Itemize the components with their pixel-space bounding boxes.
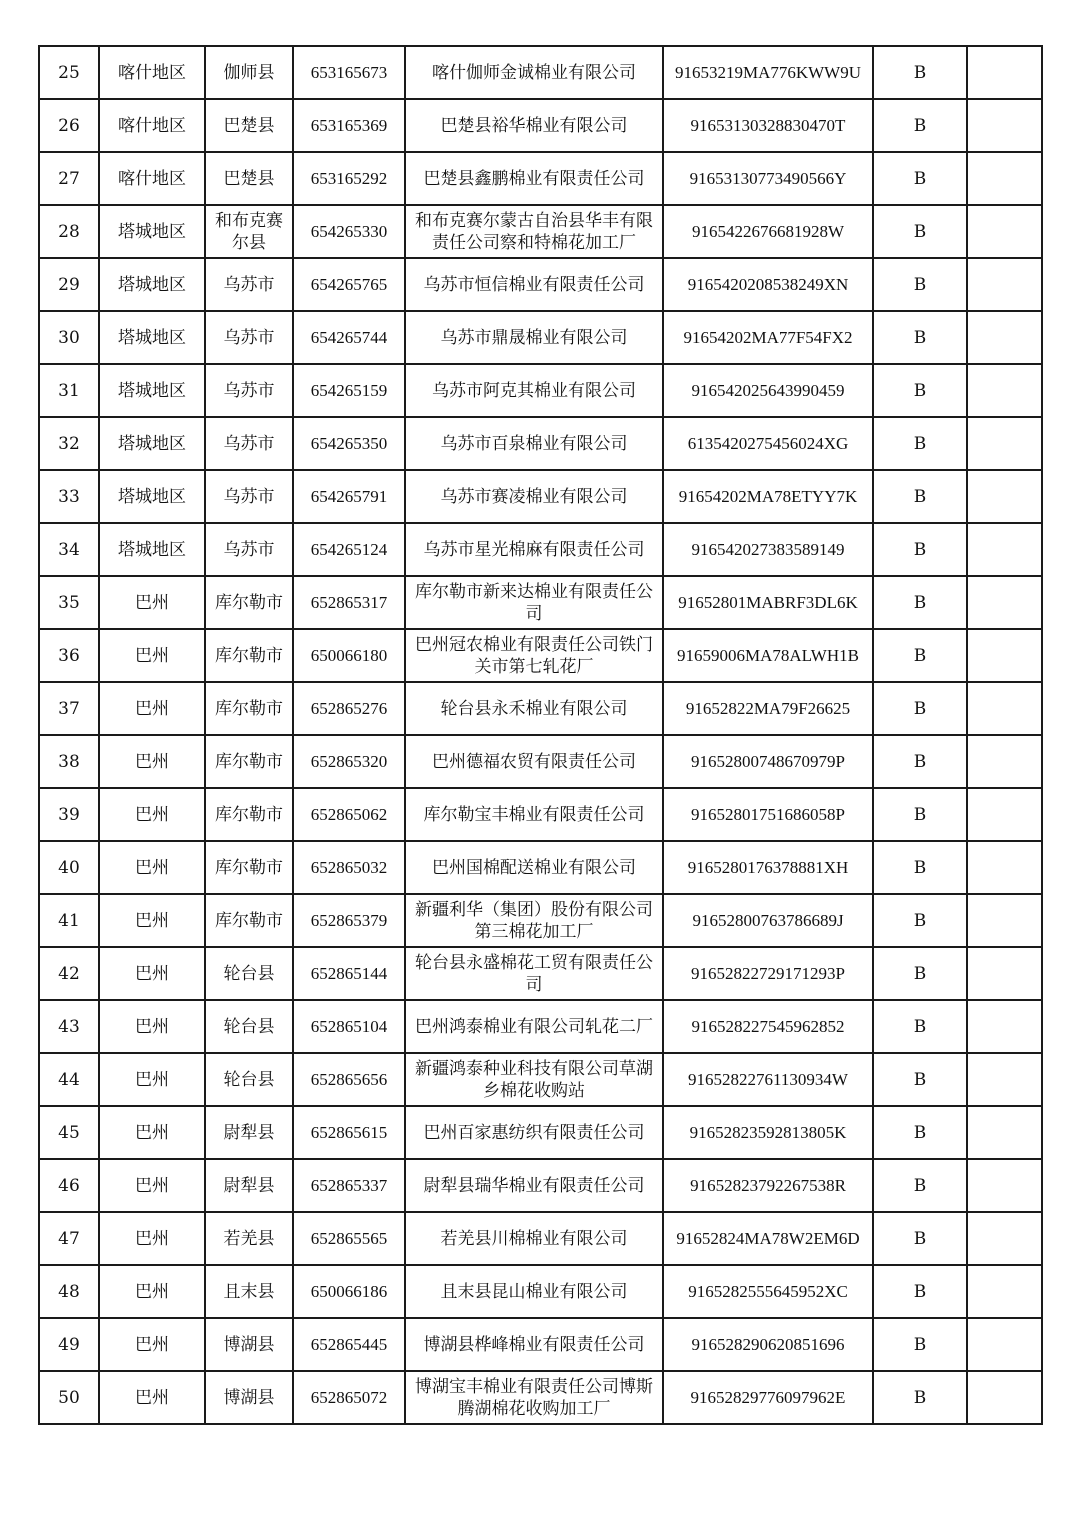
- enterprise-code-cell: 652865656: [293, 1053, 405, 1106]
- enterprise-code-cell: 652865320: [293, 735, 405, 788]
- grade-cell: B: [873, 841, 967, 894]
- enterprise-code-cell: 654265791: [293, 470, 405, 523]
- grade-cell: B: [873, 1106, 967, 1159]
- enterprise-code-cell: 654265330: [293, 205, 405, 258]
- credit-code-cell: 91652801751686058P: [663, 788, 873, 841]
- credit-code-cell: 91652801MABRF3DL6K: [663, 576, 873, 629]
- region-cell: 巴州: [99, 1318, 205, 1371]
- grade-cell: B: [873, 735, 967, 788]
- note-cell: [967, 841, 1042, 894]
- note-cell: [967, 99, 1042, 152]
- credit-code-cell: 91653130328830470T: [663, 99, 873, 152]
- table-row: [39, 523, 1042, 576]
- region-cell: 塔城地区: [99, 311, 205, 364]
- county-cell: 库尔勒市: [205, 576, 293, 629]
- credit-code-cell: 916528017637888​1XH: [663, 841, 873, 894]
- credit-code-cell: 91653219MA776KWW9U: [663, 46, 873, 99]
- table-row: [39, 629, 1042, 682]
- county-cell: 伽师县: [205, 46, 293, 99]
- credit-code-cell: 916528255564595​2XC: [663, 1265, 873, 1318]
- grade-cell: B: [873, 470, 967, 523]
- note-cell: [967, 311, 1042, 364]
- company-name-cell: 乌苏市星光棉麻有限责任公司: [405, 523, 663, 576]
- credit-code-cell: 91654226766819​28W: [663, 205, 873, 258]
- credit-code-cell: 91652823792267538R: [663, 1159, 873, 1212]
- region-cell: 塔城地区: [99, 523, 205, 576]
- company-name-cell: 乌苏市鼎晟棉业有限公司: [405, 311, 663, 364]
- credit-code-cell: 613542027545602​4XG: [663, 417, 873, 470]
- credit-code-cell: 91654202MA77F54FX2: [663, 311, 873, 364]
- county-cell: 博湖县: [205, 1318, 293, 1371]
- note-cell: [967, 576, 1042, 629]
- county-cell: 库尔勒市: [205, 735, 293, 788]
- grade-cell: B: [873, 1371, 967, 1424]
- region-cell: 巴州: [99, 1000, 205, 1053]
- table-row: [39, 735, 1042, 788]
- county-cell: 乌苏市: [205, 470, 293, 523]
- credit-code-cell: 91652800763786689J: [663, 894, 873, 947]
- note-cell: [967, 629, 1042, 682]
- credit-code-cell: 91659006MA78ALWH1B: [663, 629, 873, 682]
- enterprise-code-cell: 652865337: [293, 1159, 405, 1212]
- company-name-cell: 尉犁县瑞华棉业有限责任公司: [405, 1159, 663, 1212]
- company-name-cell: 库尔勒市新来达棉业有限责任公司: [405, 576, 663, 629]
- credit-code-cell: 91652822MA79F26625: [663, 682, 873, 735]
- enterprise-code-cell: 653165673: [293, 46, 405, 99]
- table-row: [39, 894, 1042, 947]
- credit-code-cell: 916542020853824​9XN: [663, 258, 873, 311]
- table-row: [39, 364, 1042, 417]
- grade-cell: B: [873, 152, 967, 205]
- county-cell: 博湖县: [205, 1371, 293, 1424]
- row-number: 46: [39, 1159, 99, 1212]
- company-name-cell: 新疆利华（集团）股份有限公司第三棉花加工厂: [405, 894, 663, 947]
- row-number: 43: [39, 1000, 99, 1053]
- credit-code-cell: 91652800748670979P: [663, 735, 873, 788]
- grade-cell: B: [873, 99, 967, 152]
- company-name-cell: 轮台县永禾棉业有限公司: [405, 682, 663, 735]
- row-number: 28: [39, 205, 99, 258]
- company-name-cell: 乌苏市赛凌棉业有限公司: [405, 470, 663, 523]
- credit-code-cell: 91652824MA78W2EM6D: [663, 1212, 873, 1265]
- region-cell: 巴州: [99, 1159, 205, 1212]
- row-number: 47: [39, 1212, 99, 1265]
- credit-code-cell: 91652822729171293P: [663, 947, 873, 1000]
- enterprise-code-cell: 652865565: [293, 1212, 405, 1265]
- company-name-cell: 巴州国棉配送棉业有限公司: [405, 841, 663, 894]
- table-row: [39, 1159, 1042, 1212]
- company-name-cell: 博湖宝丰棉业有限责任公司博斯腾湖棉花收购加工厂: [405, 1371, 663, 1424]
- enterprise-code-cell: 654265350: [293, 417, 405, 470]
- enterprise-code-cell: 653165292: [293, 152, 405, 205]
- table-row: [39, 1371, 1042, 1424]
- table-row: [39, 205, 1042, 258]
- enterprise-code-cell: 652865615: [293, 1106, 405, 1159]
- county-cell: 轮台县: [205, 947, 293, 1000]
- table-row: [39, 1265, 1042, 1318]
- note-cell: [967, 894, 1042, 947]
- grade-cell: B: [873, 258, 967, 311]
- table-row: [39, 1000, 1042, 1053]
- row-number: 32: [39, 417, 99, 470]
- row-number: 30: [39, 311, 99, 364]
- enterprise-code-cell: 653165369: [293, 99, 405, 152]
- credit-code-cell: 916542025643990459: [663, 364, 873, 417]
- company-name-cell: 乌苏市阿克其棉业有限公司: [405, 364, 663, 417]
- table-row: [39, 152, 1042, 205]
- grade-cell: B: [873, 1159, 967, 1212]
- enterprise-code-cell: 652865062: [293, 788, 405, 841]
- table-row: [39, 1318, 1042, 1371]
- enterprise-code-cell: 654265765: [293, 258, 405, 311]
- credit-code-cell: 91652829776097962E: [663, 1371, 873, 1424]
- enterprise-code-cell: 654265159: [293, 364, 405, 417]
- table-row: [39, 99, 1042, 152]
- company-name-cell: 巴州德福农贸有限责任公司: [405, 735, 663, 788]
- company-name-cell: 巴州冠农棉业有限责任公司铁门关市第七轧花厂: [405, 629, 663, 682]
- county-cell: 巴楚县: [205, 99, 293, 152]
- company-name-cell: 库尔勒宝丰棉业有限责任公司: [405, 788, 663, 841]
- region-cell: 塔城地区: [99, 205, 205, 258]
- company-name-cell: 和布克赛尔蒙古自治县华丰有限责任公司察和特棉花加工厂: [405, 205, 663, 258]
- note-cell: [967, 1053, 1042, 1106]
- enterprise-list-table: [38, 45, 1043, 1425]
- row-number: 27: [39, 152, 99, 205]
- row-number: 40: [39, 841, 99, 894]
- county-cell: 尉犁县: [205, 1106, 293, 1159]
- credit-code-cell: 91653130773490566Y: [663, 152, 873, 205]
- row-number: 29: [39, 258, 99, 311]
- table-body: [39, 46, 1042, 1424]
- row-number: 35: [39, 576, 99, 629]
- county-cell: 轮台县: [205, 1000, 293, 1053]
- region-cell: 喀什地区: [99, 99, 205, 152]
- note-cell: [967, 1265, 1042, 1318]
- credit-code-cell: 91652823592813805K: [663, 1106, 873, 1159]
- enterprise-code-cell: 650066180: [293, 629, 405, 682]
- company-name-cell: 巴楚县鑫鹏棉业有限责任公司: [405, 152, 663, 205]
- enterprise-code-cell: 654265744: [293, 311, 405, 364]
- row-number: 25: [39, 46, 99, 99]
- row-number: 42: [39, 947, 99, 1000]
- grade-cell: B: [873, 947, 967, 1000]
- note-cell: [967, 1212, 1042, 1265]
- company-name-cell: 博湖县桦峰棉业有限责任公司: [405, 1318, 663, 1371]
- county-cell: 和布克赛尔县: [205, 205, 293, 258]
- region-cell: 巴州: [99, 1371, 205, 1424]
- note-cell: [967, 1371, 1042, 1424]
- company-name-cell: 乌苏市百泉棉业有限公司: [405, 417, 663, 470]
- enterprise-code-cell: 650066186: [293, 1265, 405, 1318]
- table-row: [39, 788, 1042, 841]
- table-row: [39, 947, 1042, 1000]
- company-name-cell: 乌苏市恒信棉业有限责任公司: [405, 258, 663, 311]
- grade-cell: B: [873, 576, 967, 629]
- table-row: [39, 258, 1042, 311]
- grade-cell: B: [873, 205, 967, 258]
- row-number: 39: [39, 788, 99, 841]
- county-cell: 尉犁县: [205, 1159, 293, 1212]
- row-number: 50: [39, 1371, 99, 1424]
- grade-cell: B: [873, 629, 967, 682]
- note-cell: [967, 1000, 1042, 1053]
- note-cell: [967, 46, 1042, 99]
- note-cell: [967, 470, 1042, 523]
- enterprise-code-cell: 652865104: [293, 1000, 405, 1053]
- row-number: 37: [39, 682, 99, 735]
- grade-cell: B: [873, 1265, 967, 1318]
- county-cell: 库尔勒市: [205, 788, 293, 841]
- region-cell: 巴州: [99, 1265, 205, 1318]
- region-cell: 喀什地区: [99, 152, 205, 205]
- region-cell: 塔城地区: [99, 258, 205, 311]
- company-name-cell: 巴楚县裕华棉业有限公司: [405, 99, 663, 152]
- note-cell: [967, 788, 1042, 841]
- credit-code-cell: 916528227545962852: [663, 1000, 873, 1053]
- table-row: [39, 576, 1042, 629]
- grade-cell: B: [873, 1318, 967, 1371]
- region-cell: 巴州: [99, 841, 205, 894]
- region-cell: 巴州: [99, 682, 205, 735]
- county-cell: 库尔勒市: [205, 894, 293, 947]
- note-cell: [967, 1318, 1042, 1371]
- enterprise-code-cell: 652865144: [293, 947, 405, 1000]
- region-cell: 巴州: [99, 1053, 205, 1106]
- county-cell: 乌苏市: [205, 258, 293, 311]
- region-cell: 巴州: [99, 1212, 205, 1265]
- county-cell: 巴楚县: [205, 152, 293, 205]
- grade-cell: B: [873, 364, 967, 417]
- note-cell: [967, 947, 1042, 1000]
- county-cell: 乌苏市: [205, 311, 293, 364]
- grade-cell: B: [873, 1212, 967, 1265]
- company-name-cell: 新疆鸿泰种业科技有限公司草湖乡棉花收购站: [405, 1053, 663, 1106]
- company-name-cell: 巴州百家惠纺织有限责任公司: [405, 1106, 663, 1159]
- region-cell: 塔城地区: [99, 417, 205, 470]
- grade-cell: B: [873, 311, 967, 364]
- enterprise-code-cell: 652865379: [293, 894, 405, 947]
- region-cell: 巴州: [99, 629, 205, 682]
- table-row: [39, 841, 1042, 894]
- row-number: 36: [39, 629, 99, 682]
- region-cell: 塔城地区: [99, 470, 205, 523]
- table-row: [39, 1053, 1042, 1106]
- credit-code-cell: 916542027383589149: [663, 523, 873, 576]
- table-row: [39, 470, 1042, 523]
- credit-code-cell: 91654202MA78ETYY7K: [663, 470, 873, 523]
- row-number: 44: [39, 1053, 99, 1106]
- credit-code-cell: 91652822761130934W: [663, 1053, 873, 1106]
- row-number: 38: [39, 735, 99, 788]
- table-row: [39, 46, 1042, 99]
- enterprise-code-cell: 654265124: [293, 523, 405, 576]
- row-number: 48: [39, 1265, 99, 1318]
- region-cell: 巴州: [99, 576, 205, 629]
- note-cell: [967, 523, 1042, 576]
- company-name-cell: 轮台县永盛棉花工贸有限责任公司: [405, 947, 663, 1000]
- grade-cell: B: [873, 1000, 967, 1053]
- grade-cell: B: [873, 894, 967, 947]
- row-number: 49: [39, 1318, 99, 1371]
- county-cell: 且末县: [205, 1265, 293, 1318]
- grade-cell: B: [873, 788, 967, 841]
- note-cell: [967, 205, 1042, 258]
- county-cell: 乌苏市: [205, 364, 293, 417]
- note-cell: [967, 682, 1042, 735]
- county-cell: 乌苏市: [205, 523, 293, 576]
- note-cell: [967, 417, 1042, 470]
- region-cell: 巴州: [99, 894, 205, 947]
- county-cell: 库尔勒市: [205, 682, 293, 735]
- note-cell: [967, 735, 1042, 788]
- enterprise-code-cell: 652865317: [293, 576, 405, 629]
- enterprise-code-cell: 652865072: [293, 1371, 405, 1424]
- note-cell: [967, 1159, 1042, 1212]
- grade-cell: B: [873, 523, 967, 576]
- grade-cell: B: [873, 46, 967, 99]
- row-number: 34: [39, 523, 99, 576]
- grade-cell: B: [873, 682, 967, 735]
- company-name-cell: 喀什伽师金诚棉业有限公司: [405, 46, 663, 99]
- row-number: 26: [39, 99, 99, 152]
- region-cell: 巴州: [99, 735, 205, 788]
- county-cell: 库尔勒市: [205, 629, 293, 682]
- table-row: [39, 682, 1042, 735]
- enterprise-code-cell: 652865445: [293, 1318, 405, 1371]
- note-cell: [967, 258, 1042, 311]
- credit-code-cell: 916528290620851696: [663, 1318, 873, 1371]
- region-cell: 巴州: [99, 947, 205, 1000]
- county-cell: 乌苏市: [205, 417, 293, 470]
- note-cell: [967, 152, 1042, 205]
- row-number: 41: [39, 894, 99, 947]
- enterprise-code-cell: 652865032: [293, 841, 405, 894]
- note-cell: [967, 364, 1042, 417]
- company-name-cell: 巴州鸿泰棉业有限公司轧花二厂: [405, 1000, 663, 1053]
- note-cell: [967, 1106, 1042, 1159]
- enterprise-code-cell: 652865276: [293, 682, 405, 735]
- table-row: [39, 311, 1042, 364]
- row-number: 45: [39, 1106, 99, 1159]
- table-row: [39, 1212, 1042, 1265]
- county-cell: 轮台县: [205, 1053, 293, 1106]
- table-row: [39, 1106, 1042, 1159]
- company-name-cell: 且末县昆山棉业有限公司: [405, 1265, 663, 1318]
- row-number: 33: [39, 470, 99, 523]
- region-cell: 塔城地区: [99, 364, 205, 417]
- table-row: [39, 417, 1042, 470]
- county-cell: 若羌县: [205, 1212, 293, 1265]
- region-cell: 巴州: [99, 1106, 205, 1159]
- grade-cell: B: [873, 1053, 967, 1106]
- row-number: 31: [39, 364, 99, 417]
- county-cell: 库尔勒市: [205, 841, 293, 894]
- company-name-cell: 若羌县川棉棉业有限公司: [405, 1212, 663, 1265]
- grade-cell: B: [873, 417, 967, 470]
- region-cell: 巴州: [99, 788, 205, 841]
- region-cell: 喀什地区: [99, 46, 205, 99]
